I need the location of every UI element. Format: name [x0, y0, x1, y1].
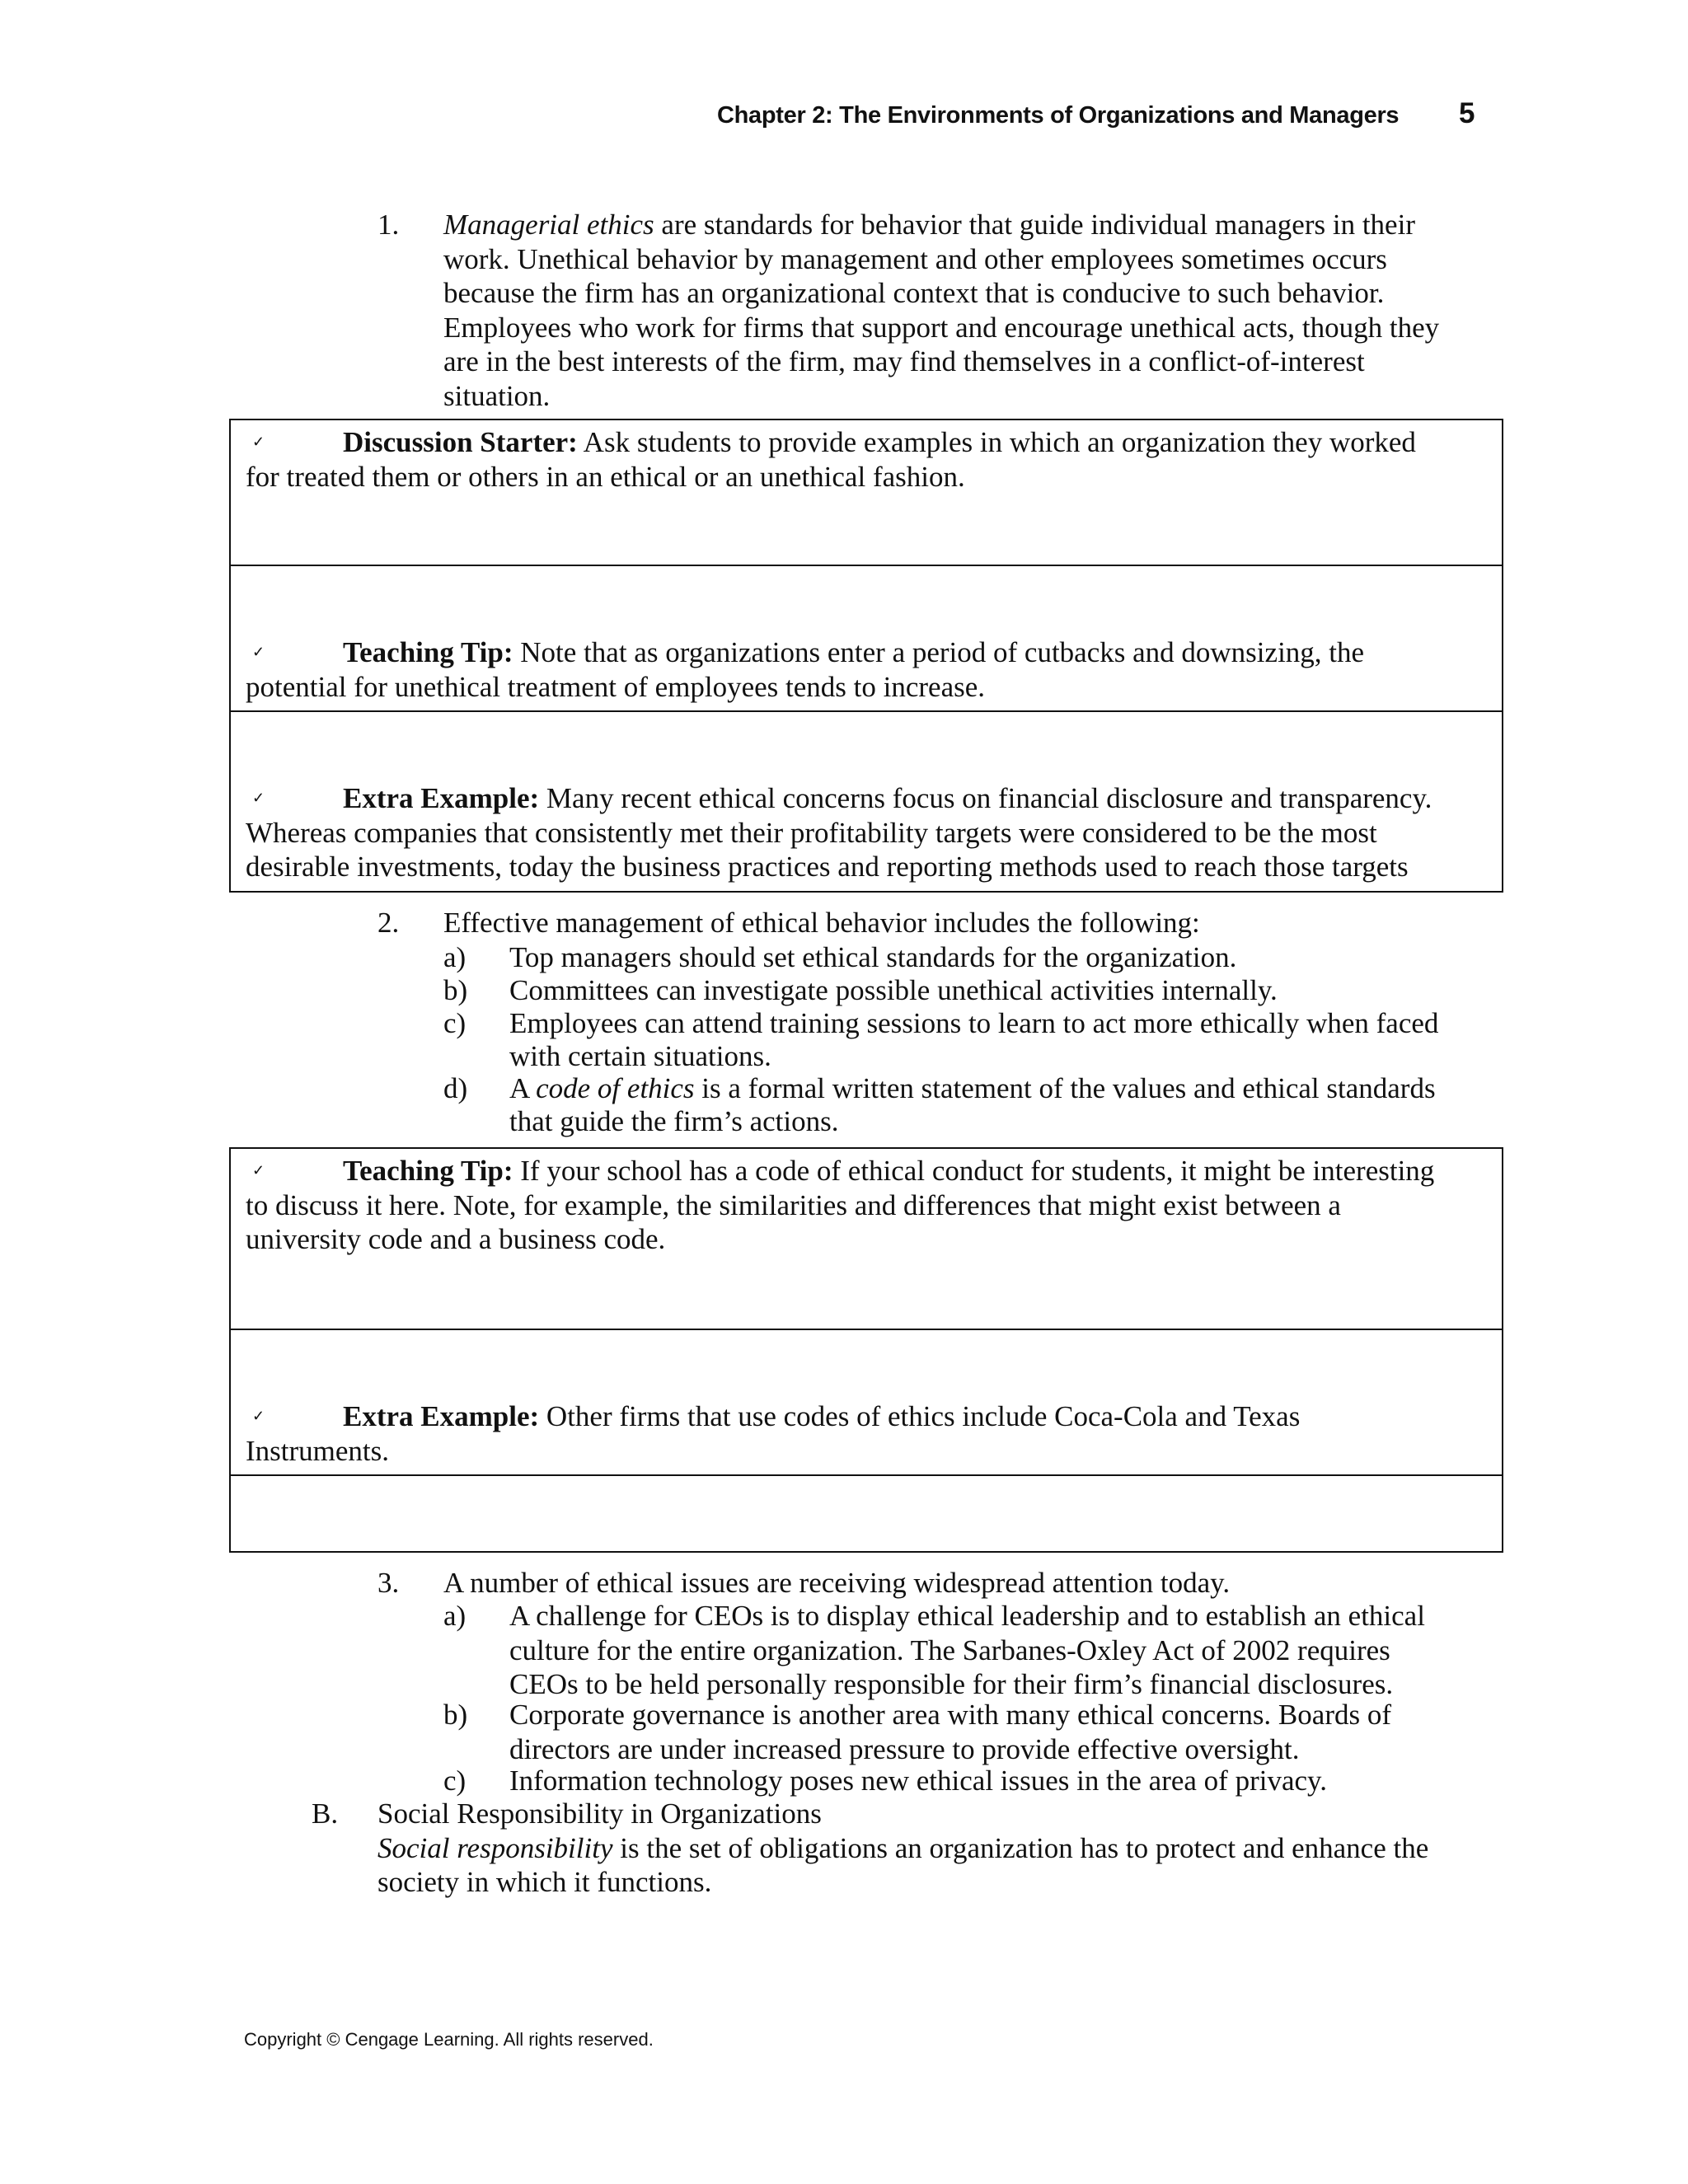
chapter-title: Chapter 2: The Environments of Organizations and Managers	[717, 102, 1400, 129]
item-number: 2.	[377, 907, 400, 939]
discussion-starter-cell: ✓ Discussion Starter: Ask students to provide examples in which an organization they worked for treated them or others in an ethical or an unethical fashion.	[231, 420, 1502, 566]
item-number: 1.	[377, 209, 400, 241]
item-text: Managerial ethics are standards for behavior that guide individual managers in their work. Unethical behavior by management and other employees sometimes occurs because the firm has an organizational context that is conducive to such behavior. Employees who work for firms that support and encourage unethical acts, though they are in the best interests of the firm, may find themselves in a conflict-of-interest situation.	[443, 209, 1440, 412]
term-social-responsibility: Social responsibility	[377, 1831, 613, 1864]
copyright-footer: Copyright © Cengage Learning. All rights reserved.	[244, 2029, 654, 2050]
item-intro: A number of ethical issues are receiving widespread attention today.	[443, 1567, 1231, 1599]
page-number: 5	[1459, 97, 1475, 129]
checkmark-icon: ✓	[252, 1408, 265, 1424]
item-intro: Effective management of ethical behavior includes the following:	[443, 907, 1200, 939]
checkmark-icon: ✓	[252, 644, 265, 660]
teaching-tip-label: Teaching Tip:	[343, 1155, 513, 1187]
notes-box-1	[229, 419, 1503, 893]
discussion-starter-label: Discussion Starter:	[343, 426, 578, 458]
extra-example-label: Extra Example:	[343, 782, 540, 814]
extra-example-cell: ✓ Extra Example: Many recent ethical concerns focus on financial disclosure and transparency. Whereas companies that consistently met their profitability targets were considered to be the most desirable investments, today the business practices and reporting methods used to reach those targets	[246, 782, 1432, 883]
teaching-tip-cell: ✓ Teaching Tip: If your school has a code of ethical conduct for students, it might be interesting to discuss it here. Note, for example, the similarities and differences that might exist between a university code and a business code.	[231, 1149, 1502, 1330]
checkmark-icon: ✓	[252, 790, 265, 806]
extra-example-label: Extra Example:	[343, 1400, 540, 1432]
term-managerial-ethics: Managerial ethics	[443, 209, 654, 241]
extra-example-cell: ✓ Extra Example: Other firms that use codes of ethics include Coca-Cola and Texas Instruments.	[231, 1330, 1502, 1476]
item-number: 3.	[377, 1567, 400, 1599]
empty-cell	[231, 1476, 1502, 1551]
teaching-tip-cell: ✓ Teaching Tip: Note that as organizations enter a period of cutbacks and downsizing, the potential for unethical treatment of employees tends to increase.	[231, 566, 1502, 712]
checkmark-icon: ✓	[252, 434, 265, 450]
teaching-tip-label: Teaching Tip:	[343, 636, 513, 668]
section-heading: Social Responsibility in Organizations	[377, 1797, 822, 1830]
checkmark-icon: ✓	[252, 1162, 265, 1179]
notes-box-2	[229, 1147, 1503, 1553]
term-code-of-ethics: code of ethics	[536, 1072, 695, 1104]
section-letter: B.	[312, 1797, 339, 1830]
